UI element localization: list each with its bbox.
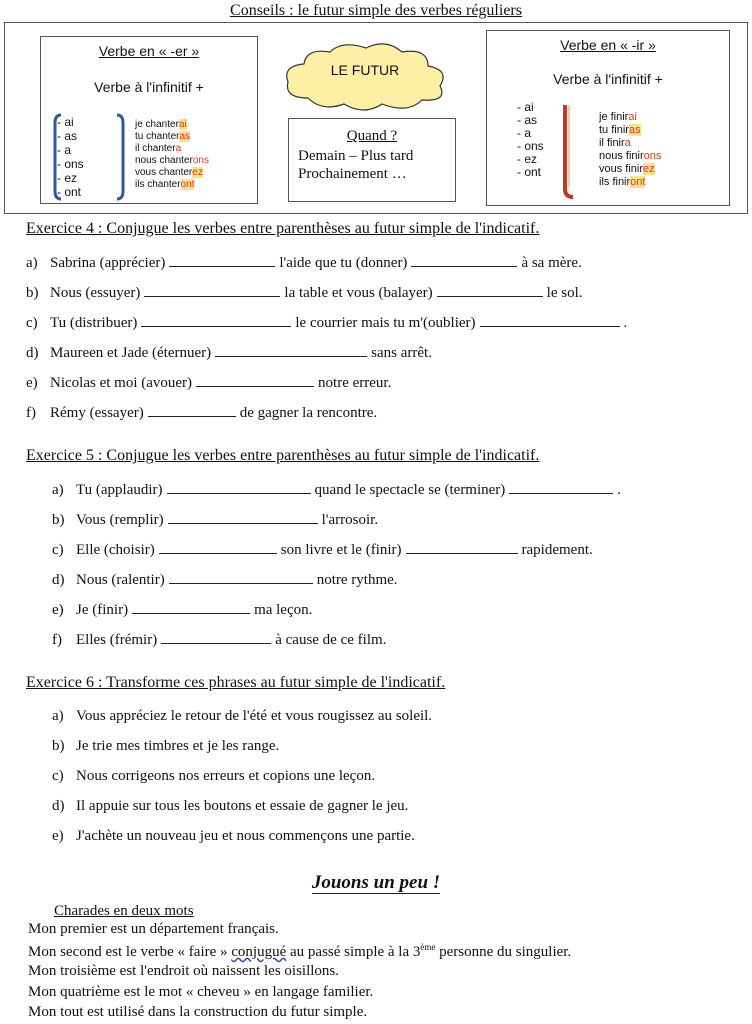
charade-line: Mon quatrième est le mot « cheveu » en langage familier.: [28, 984, 374, 1000]
exercice-4-title: Exercice 4 : Conjugue les verbes entre parenthèses au futur simple de l'indicatif.: [26, 220, 540, 237]
exercise-item: d) Maureen et Jade (éternuer) sans arrêt.: [26, 345, 432, 361]
answer-blank[interactable]: [480, 314, 620, 327]
answer-blank[interactable]: [144, 284, 280, 297]
form-line: nous finirons: [599, 150, 662, 162]
exercise-item: a) Tu (applaudir) quand le spectacle se (terminer) .: [52, 482, 622, 498]
charade-line: Mon premier est un département français.: [28, 921, 279, 937]
ending: - a: [57, 143, 72, 157]
quand-title: Quand ?: [346, 128, 398, 144]
verbe-er-subtitle: Verbe à l'infinitif +: [94, 79, 204, 95]
answer-blank[interactable]: [509, 481, 613, 494]
answer-blank[interactable]: [132, 601, 250, 614]
exercise-item: e) Nicolas et moi (avouer) notre erreur.: [26, 375, 392, 391]
exercise-item: f) Rémy (essayer) de gagner la rencontre.: [26, 405, 378, 421]
exercise-item: b) Vous (remplir) l'arrosoir.: [52, 512, 379, 528]
answer-blank[interactable]: [159, 541, 277, 554]
ending: - ez: [57, 171, 78, 185]
verbe-ir-endings: [517, 101, 544, 179]
ending: - ont: [57, 185, 82, 199]
form-line: nous chanterons: [135, 155, 209, 166]
form-line: tu finiras: [599, 124, 641, 136]
verbe-ir-box: [486, 30, 730, 206]
page-title: Conseils : le futur simple des verbes réguliers: [230, 2, 522, 19]
answer-blank[interactable]: [411, 254, 517, 267]
answer-blank[interactable]: [169, 571, 313, 584]
answer-blank[interactable]: [141, 314, 291, 327]
answer-blank[interactable]: [161, 631, 271, 644]
ending: - ons: [57, 157, 84, 171]
quand-line: Demain – Plus tard: [298, 148, 414, 164]
answer-blank[interactable]: [196, 374, 314, 387]
exercise-item: d) Il appuie sur tous les boutons et essaie de gagner le jeu.: [52, 798, 409, 814]
form-line: tu chanteras: [135, 131, 191, 142]
form-line: je finirai: [599, 111, 637, 123]
charade-line: Mon tout est utilisé dans la construction du futur simple.: [28, 1004, 368, 1020]
exercise-item: d) Nous (ralentir) notre rythme.: [52, 572, 398, 588]
ending: - ai: [57, 115, 74, 129]
answer-blank[interactable]: [406, 541, 518, 554]
form-line: ils chanteront: [135, 179, 195, 190]
exercise-item: a) Vous appréciez le retour de l'été et vous rougissez au soleil.: [52, 708, 433, 724]
verbe-er-endings: [57, 115, 84, 199]
exercice-5-title: Exercice 5 : Conjugue les verbes entre parenthèses au futur simple de l'indicatif.: [26, 447, 540, 464]
answer-blank[interactable]: [169, 254, 275, 267]
form-line: vous finirez: [599, 163, 655, 175]
ending: - ont: [517, 165, 542, 179]
ending: - as: [57, 129, 78, 143]
verbe-ir-subtitle: Verbe à l'infinitif +: [553, 71, 663, 87]
quand-line: Prochainement …: [298, 166, 407, 182]
answer-blank[interactable]: [167, 481, 311, 494]
charade-line: Mon troisième est l'endroit où naissent les oisillons.: [28, 963, 340, 979]
answer-blank[interactable]: [148, 404, 236, 417]
form-line: il chantera: [135, 143, 182, 154]
exercise-item: e) Je (finir) ma leçon.: [52, 602, 313, 618]
form-line: vous chanterez: [135, 167, 203, 178]
ending-arrow-icon: [561, 103, 577, 201]
answer-blank[interactable]: [168, 511, 318, 524]
exercise-item: b) Je trie mes timbres et je les range.: [52, 738, 280, 754]
exercise-item: c) Elle (choisir) son livre et le (finir) rapidement.: [52, 542, 593, 558]
form-line: il finira: [599, 137, 631, 149]
exercise-item: c) Nous corrigeons nos erreurs et copions une leçon.: [52, 768, 376, 784]
exercise-item: f) Elles (frémir) à cause de ce film.: [52, 632, 387, 648]
exercise-item: c) Tu (distribuer) le courrier mais tu m'(oublier) .: [26, 315, 628, 331]
answer-blank[interactable]: [437, 284, 543, 297]
exercise-item: e) J'achète un nouveau jeu et nous commençons une partie.: [52, 828, 415, 844]
verbe-er-forms: [135, 119, 209, 191]
exercice-6-title: Exercice 6 : Transforme ces phrases au futur simple de l'indicatif.: [26, 674, 446, 691]
form-line: je chanterai: [135, 119, 187, 130]
ending: - ons: [517, 139, 544, 153]
form-line: ils finiront: [599, 176, 646, 188]
answer-blank[interactable]: [215, 344, 367, 357]
ending: - ez: [517, 152, 538, 166]
charade-line: Mon second est le verbe « faire » conjugué au passé simple à la 3ème personne du singulier.: [28, 942, 572, 960]
ending: - ai: [517, 100, 534, 114]
exercise-item: a) Sabrina (apprécier) l'aide que tu (donner) à sa mère.: [26, 255, 582, 271]
ending: - as: [517, 113, 538, 127]
verbe-er-box: [40, 36, 258, 204]
jouons-heading: Jouons un peu !: [311, 872, 441, 893]
cloud-label: LE FUTUR: [330, 62, 400, 78]
ending: - a: [517, 126, 532, 140]
charades-title: Charades en deux mots: [54, 903, 194, 919]
exercise-item: b) Nous (essuyer) la table et vous (balayer) le sol.: [26, 285, 583, 301]
verbe-ir-forms: [599, 111, 661, 189]
verbe-ir-title: Verbe en « -ir »: [560, 37, 656, 53]
verbe-er-title: Verbe en « -er »: [98, 43, 200, 59]
